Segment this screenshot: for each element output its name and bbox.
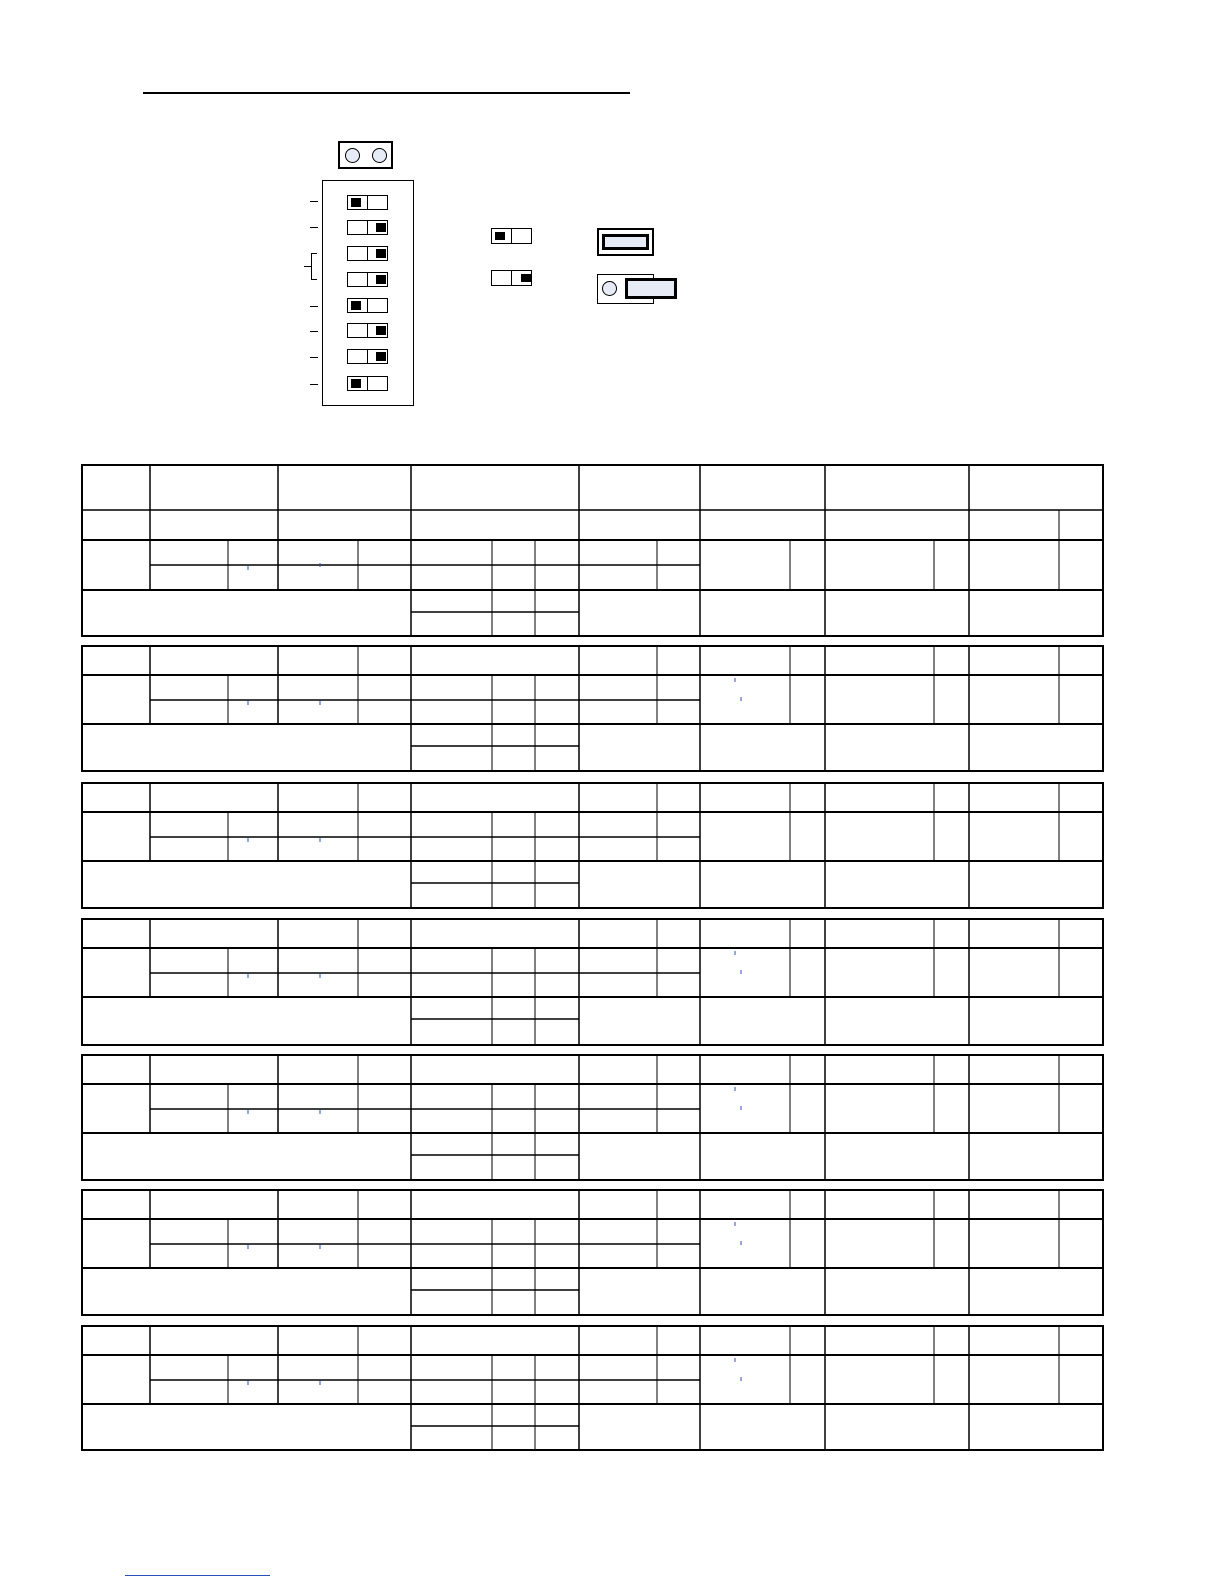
- settings-table-3: [82, 783, 1103, 908]
- settings-table-1: [82, 465, 1103, 636]
- footer-link-underline: [125, 1575, 270, 1576]
- settings-table-5: [82, 1055, 1103, 1180]
- settings-table-7: [82, 1326, 1103, 1450]
- settings-table-6: [82, 1190, 1103, 1315]
- settings-table-4: [82, 919, 1103, 1045]
- settings-table-2: [82, 646, 1103, 771]
